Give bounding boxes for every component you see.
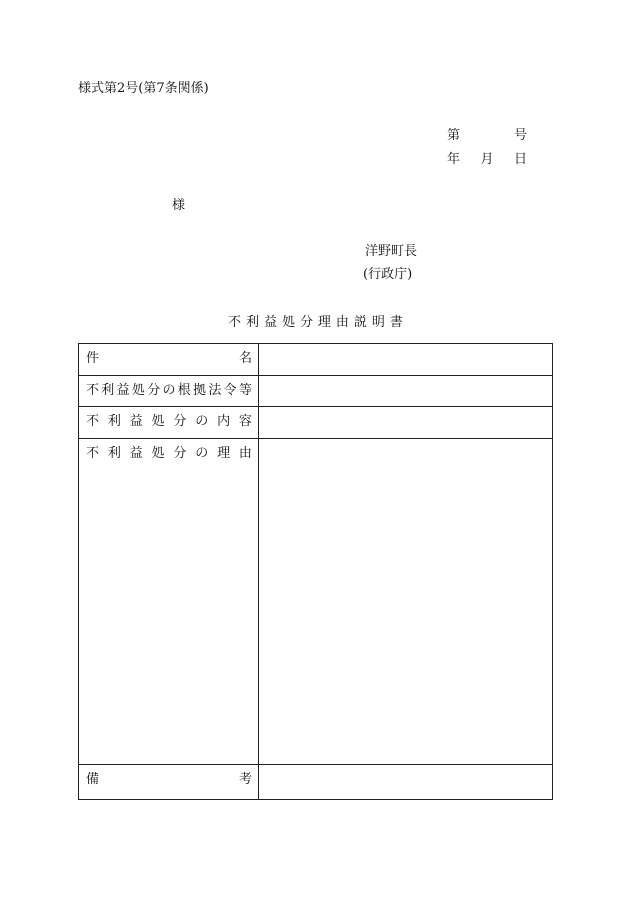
label-char: 不 xyxy=(86,383,100,398)
label-char: 処 xyxy=(131,383,145,398)
label-legal-basis xyxy=(86,384,252,397)
label-reason xyxy=(86,447,252,460)
form-number: 様式第2号(第7条関係) xyxy=(78,81,209,96)
label-char: の xyxy=(195,446,209,461)
issuer-agency: (行政庁) xyxy=(363,267,413,282)
label-char: 不 xyxy=(86,414,100,429)
disposition-reason-table xyxy=(78,343,553,800)
label-subject xyxy=(86,352,252,365)
label-char: 分 xyxy=(173,414,187,429)
label-content xyxy=(86,415,252,428)
label-char: 利 xyxy=(107,414,121,429)
date-year: 年 xyxy=(447,152,461,167)
value-content[interactable] xyxy=(259,407,552,438)
title-char: 不 xyxy=(228,315,242,330)
document-date xyxy=(447,153,527,166)
doc-number-prefix: 第 xyxy=(447,128,461,143)
date-month: 月 xyxy=(480,152,494,167)
label-char: の xyxy=(162,383,176,398)
label-char: 法 xyxy=(208,383,222,398)
table-row-content xyxy=(79,407,552,439)
document-title xyxy=(228,316,403,329)
label-char: 備 xyxy=(86,772,100,787)
title-char: 明 xyxy=(371,315,385,330)
recipient-suffix: 様 xyxy=(172,198,186,213)
title-char: 利 xyxy=(245,315,259,330)
label-char: 等 xyxy=(238,383,252,398)
label-char: 容 xyxy=(238,414,252,429)
value-legal-basis[interactable] xyxy=(259,376,552,406)
label-char: 不 xyxy=(86,446,100,461)
label-char: 根 xyxy=(177,383,191,398)
table-row-reason xyxy=(79,439,552,765)
label-char: 処 xyxy=(151,414,165,429)
label-char: 分 xyxy=(173,446,187,461)
label-char: 処 xyxy=(151,446,165,461)
label-char: 理 xyxy=(217,446,231,461)
title-char: 益 xyxy=(263,315,277,330)
table-row-legal-basis xyxy=(79,376,552,407)
label-remarks xyxy=(86,773,252,786)
label-char: 考 xyxy=(238,772,252,787)
label-char: 令 xyxy=(223,383,237,398)
title-char: 分 xyxy=(299,315,313,330)
label-char: 益 xyxy=(116,383,130,398)
label-char: 利 xyxy=(101,383,115,398)
title-char: 由 xyxy=(335,315,349,330)
label-char: 益 xyxy=(129,446,143,461)
label-char: 内 xyxy=(217,414,231,429)
label-char: 由 xyxy=(238,446,252,461)
table-row-remarks xyxy=(79,765,552,799)
label-char: の xyxy=(195,414,209,429)
table-row-subject xyxy=(79,344,552,376)
label-char: 益 xyxy=(129,414,143,429)
label-char: 拠 xyxy=(193,383,207,398)
document-number xyxy=(447,129,527,142)
label-char: 件 xyxy=(86,351,100,366)
label-char: 分 xyxy=(147,383,161,398)
label-char: 名 xyxy=(238,351,252,366)
value-reason[interactable] xyxy=(259,439,552,764)
title-char: 説 xyxy=(353,315,367,330)
title-char: 処 xyxy=(281,315,295,330)
title-char: 理 xyxy=(317,315,331,330)
value-remarks[interactable] xyxy=(259,765,552,799)
value-subject[interactable] xyxy=(259,344,552,375)
issuer-title: 洋野町長 xyxy=(365,244,418,259)
doc-number-suffix: 号 xyxy=(513,128,527,143)
date-day: 日 xyxy=(513,152,527,167)
title-char: 書 xyxy=(389,315,403,330)
label-char: 利 xyxy=(107,446,121,461)
